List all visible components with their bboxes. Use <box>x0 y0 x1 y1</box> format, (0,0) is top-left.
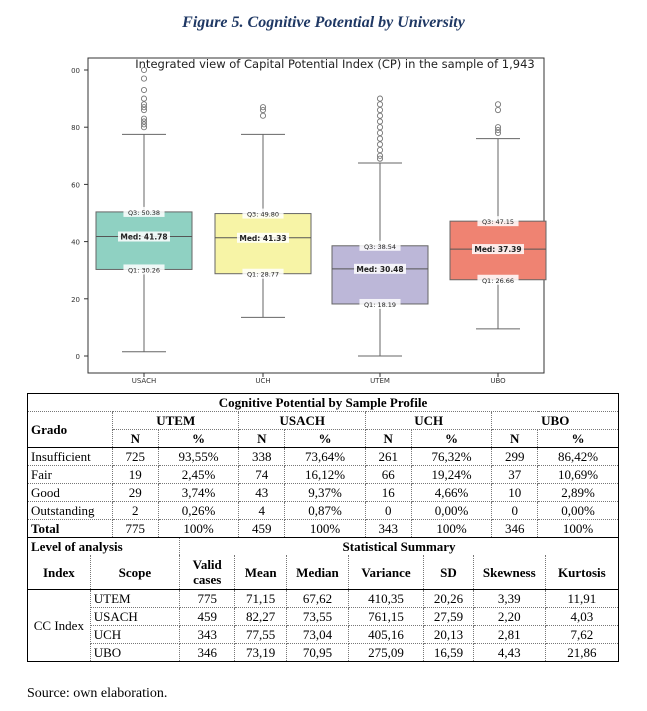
y-tick-label: 00 <box>71 67 80 75</box>
summary-cell: 70,95 <box>287 644 349 662</box>
summary-row <box>28 644 619 662</box>
outlier-point-utem <box>377 96 382 101</box>
q1-label-uch: Q1: 28.77 <box>246 270 280 279</box>
profile-cell: 19 <box>113 466 159 484</box>
profile-cell: 775 <box>113 520 159 538</box>
outlier-point-usach <box>141 96 146 101</box>
profile-row-label: Good <box>28 484 113 502</box>
outlier-point-uch <box>260 113 265 118</box>
x-tick-label-usach: USACH <box>131 377 157 385</box>
summary-cell: 343 <box>180 626 235 644</box>
q3-label-ubo: Q3: 47.15 <box>481 218 515 227</box>
profile-cell: 16,12% <box>285 466 366 484</box>
summary-cell: 775 <box>180 590 235 608</box>
summary-cell: 410,35 <box>348 590 423 608</box>
summary-cell: 346 <box>180 644 235 662</box>
profile-cell: 86,42% <box>538 448 619 466</box>
uni-header-ubo: UBO <box>492 412 619 430</box>
summary-header-2: Valid cases <box>180 555 235 590</box>
y-tick-label: 60 <box>71 181 80 190</box>
pct-header-utem: % <box>158 430 239 448</box>
x-tick-label-utem: UTEM <box>370 377 390 385</box>
box-utem <box>332 246 428 304</box>
summary-header-1: Scope <box>90 555 179 590</box>
profile-cell: 0 <box>492 502 538 520</box>
profile-cell: 2 <box>113 502 159 520</box>
profile-row <box>28 448 619 466</box>
profile-cell: 0,00% <box>538 502 619 520</box>
summary-cell: 77,55 <box>235 626 287 644</box>
summary-cell: 4,03 <box>545 608 618 626</box>
profile-cell: 0,26% <box>158 502 239 520</box>
summary-cell: 20,13 <box>424 626 474 644</box>
outlier-point-utem <box>377 130 382 135</box>
uni-header-uch: UCH <box>365 412 491 430</box>
profile-cell: 261 <box>365 448 411 466</box>
cc-index-label: CC Index <box>28 590 91 662</box>
summary-cell: 71,15 <box>235 590 287 608</box>
summary-cell: 7,62 <box>545 626 618 644</box>
median-label-usach: Med: 41.78 <box>120 232 168 242</box>
box-uch <box>215 214 311 274</box>
summary-header-4: Median <box>287 555 349 590</box>
source-note: Source: own elaboration. <box>27 686 168 701</box>
profile-cell: 343 <box>365 520 411 538</box>
summary-cell: 761,15 <box>348 608 423 626</box>
profile-cell: 0,00% <box>411 502 492 520</box>
profile-cell: 299 <box>492 448 538 466</box>
pct-header-ubo: % <box>538 430 619 448</box>
summary-cell: 11,91 <box>545 590 618 608</box>
x-tick-label-ubo: UBO <box>490 377 506 385</box>
outlier-point-utem <box>377 102 382 107</box>
outlier-point-utem <box>377 142 382 147</box>
profile-cell: 100% <box>158 520 239 538</box>
outlier-point-usach <box>141 76 146 81</box>
n-header-usach: N <box>239 430 285 448</box>
summary-cell: 275,09 <box>348 644 423 662</box>
profile-row-label: Outstanding <box>28 502 113 520</box>
profile-cell: 100% <box>285 520 366 538</box>
outlier-point-utem <box>377 113 382 118</box>
outlier-point-utem <box>377 125 382 130</box>
profile-cell: 346 <box>492 520 538 538</box>
summary-cell: 67,62 <box>287 590 349 608</box>
summary-cell: 4,43 <box>473 644 545 662</box>
q3-label-utem: Q3: 38.54 <box>363 242 397 251</box>
statistical-summary-label: Statistical Summary <box>342 539 456 554</box>
profile-cell: 338 <box>239 448 285 466</box>
q3-label-uch: Q3: 49.80 <box>246 210 280 219</box>
pct-header-usach: % <box>285 430 366 448</box>
summary-scope: UTEM <box>90 590 179 608</box>
profile-row-label: Total <box>28 520 113 538</box>
summary-cell: 27,59 <box>424 608 474 626</box>
summary-cell: 405,16 <box>348 626 423 644</box>
profile-cell: 9,37% <box>285 484 366 502</box>
uni-header-usach: USACH <box>239 412 365 430</box>
summary-scope: UBO <box>90 644 179 662</box>
y-tick-label: 80 <box>71 124 80 133</box>
summary-header-8: Kurtosis <box>545 555 618 590</box>
median-label-ubo: Med: 37.39 <box>474 245 522 255</box>
summary-row <box>28 590 619 608</box>
summary-cell: 2,20 <box>473 608 545 626</box>
summary-cell: 73,19 <box>235 644 287 662</box>
summary-row <box>28 626 619 644</box>
profile-cell: 16 <box>365 484 411 502</box>
summary-header-7: Skewness <box>473 555 545 590</box>
profile-row <box>28 502 619 520</box>
summary-scope: UCH <box>90 626 179 644</box>
x-tick-label-uch: UCH <box>255 377 271 385</box>
profile-cell: 4,66% <box>411 484 492 502</box>
profile-cell: 19,24% <box>411 466 492 484</box>
outlier-point-utem <box>377 119 382 124</box>
profile-cell: 0 <box>365 502 411 520</box>
uni-header-utem: UTEM <box>113 412 239 430</box>
outlier-point-usach <box>141 87 146 92</box>
profile-cell: 76,32% <box>411 448 492 466</box>
y-tick-label: 40 <box>71 238 80 247</box>
profile-cell: 4 <box>239 502 285 520</box>
profile-cell: 2,89% <box>538 484 619 502</box>
summary-cell: 20,26 <box>424 590 474 608</box>
profile-row <box>28 484 619 502</box>
profile-row-label: Fair <box>28 466 113 484</box>
q1-label-ubo: Q1: 26.66 <box>481 276 515 285</box>
profile-row <box>28 520 619 538</box>
n-header-ubo: N <box>492 430 538 448</box>
profile-cell: 725 <box>113 448 159 466</box>
summary-cell: 16,59 <box>424 644 474 662</box>
level-of-analysis-label: Level of analysis <box>28 538 180 555</box>
q1-label-usach: Q1: 30.26 <box>127 266 161 275</box>
profile-cell: 100% <box>411 520 492 538</box>
figure-title: Figure 5. Cognitive Potential by University <box>182 14 465 31</box>
outlier-point-utem <box>377 107 382 112</box>
summary-cell: 73,04 <box>287 626 349 644</box>
summary-row <box>28 608 619 626</box>
profile-row-label: Insufficient <box>28 448 113 466</box>
profile-cell: 37 <box>492 466 538 484</box>
profile-cell: 2,45% <box>158 466 239 484</box>
summary-cell: 459 <box>180 608 235 626</box>
q3-label-usach: Q3: 50.38 <box>127 208 161 217</box>
profile-cell: 66 <box>365 466 411 484</box>
outlier-point-ubo <box>495 107 500 112</box>
summary-header-0: Index <box>28 555 91 590</box>
profile-cell: 459 <box>239 520 285 538</box>
profile-cell: 10,69% <box>538 466 619 484</box>
summary-header-5: Variance <box>348 555 423 590</box>
profile-cell: 74 <box>239 466 285 484</box>
median-label-utem: Med: 30.48 <box>356 264 404 274</box>
summary-cell: 21,86 <box>545 644 618 662</box>
summary-header-3: Mean <box>235 555 287 590</box>
box-plot-chart <box>0 50 647 390</box>
grado-header: Grado <box>28 412 113 448</box>
profile-cell: 3,74% <box>158 484 239 502</box>
profile-cell: 0,87% <box>285 502 366 520</box>
summary-cell: 2,81 <box>473 626 545 644</box>
summary-cell: 3,39 <box>473 590 545 608</box>
y-tick-label: 20 <box>71 295 80 304</box>
pct-header-uch: % <box>411 430 492 448</box>
profile-cell: 100% <box>538 520 619 538</box>
profile-cell: 93,55% <box>158 448 239 466</box>
profile-cell: 10 <box>492 484 538 502</box>
summary-cell: 82,27 <box>235 608 287 626</box>
n-header-utem: N <box>113 430 159 448</box>
outlier-point-utem <box>377 136 382 141</box>
sample-profile-table <box>27 393 619 538</box>
profile-cell: 73,64% <box>285 448 366 466</box>
summary-header-6: SD <box>424 555 474 590</box>
table1-title: Cognitive Potential by Sample Profile <box>28 394 619 412</box>
outlier-point-utem <box>377 147 382 152</box>
summary-scope: USACH <box>90 608 179 626</box>
profile-cell: 43 <box>239 484 285 502</box>
summary-cell: 73,55 <box>287 608 349 626</box>
statistical-summary-table <box>27 538 619 662</box>
profile-row <box>28 466 619 484</box>
q1-label-utem: Q1: 18.19 <box>363 300 397 309</box>
chart-title: Integrated view of Capital Potential Index (CP) in the sample of 1,943 <box>135 57 535 71</box>
outlier-point-ubo <box>495 102 500 107</box>
n-header-uch: N <box>365 430 411 448</box>
profile-cell: 29 <box>113 484 159 502</box>
tables-container <box>27 393 619 662</box>
median-label-uch: Med: 41.33 <box>239 233 287 243</box>
y-tick-label: 0 <box>75 353 80 361</box>
